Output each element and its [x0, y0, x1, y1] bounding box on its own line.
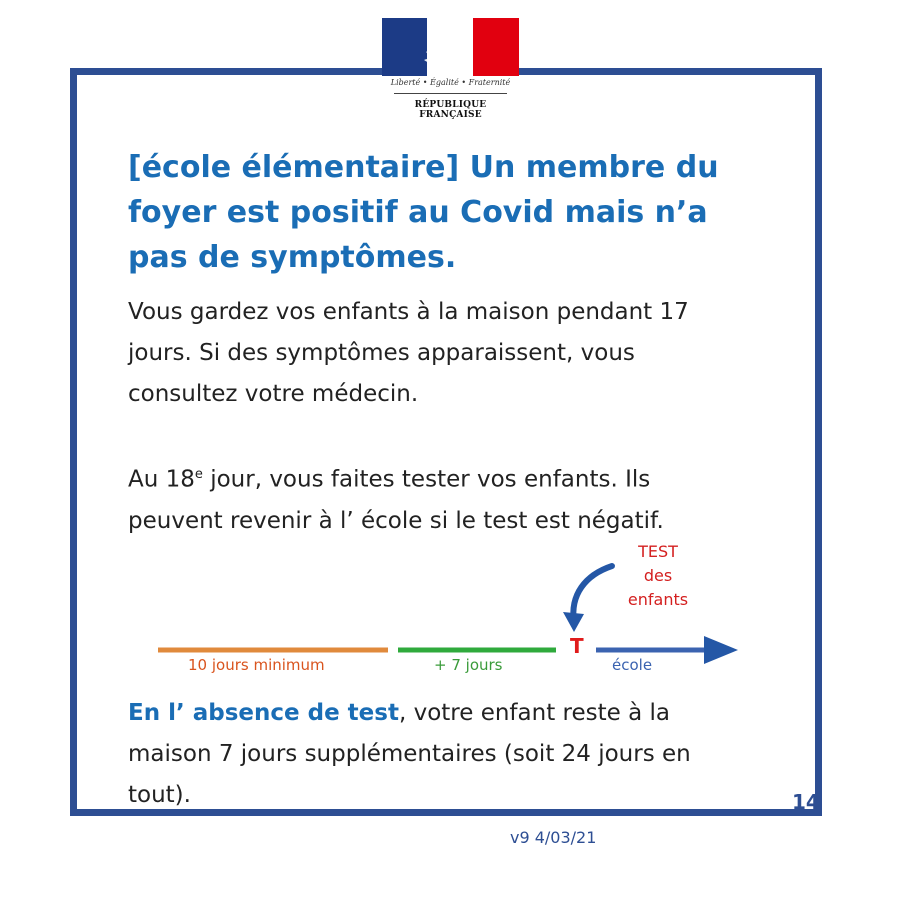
logo-motto: Liberté • Égalité • Fraternité: [390, 78, 511, 87]
test-label: TEST des enfants: [627, 542, 689, 609]
marianne-icon: [418, 22, 478, 76]
test-marker: T: [570, 634, 584, 658]
timeline-label-10-days: 10 jours minimum: [188, 656, 325, 674]
page-number: 14: [792, 790, 820, 814]
paragraph-isolation: Vous gardez vos enfants à la maison pendant 17 jours. Si des symptômes apparaissent, vous consultez votre médecin.: [128, 299, 689, 407]
paragraph-no-test: En l’ absence de test, votre enfant reste à la maison 7 jours supplémentaires (soit 24 jours en tout).: [128, 700, 691, 808]
version-label: v9 4/03/21: [510, 828, 597, 847]
logo-republic-name: RÉPUBLIQUE FRANÇAISE: [414, 100, 487, 120]
timeline-label-ecole: école: [612, 656, 653, 674]
page-title: [école élémentaire] Un membre du foyer est positif au Covid mais n’a pas de symptômes.: [128, 150, 719, 275]
timeline-label-7-days: + 7 jours: [434, 656, 503, 674]
paragraph-test: Au 18e jour, vous faites tester vos enfants. Ils peuvent revenir à l’ école si le test est négatif.: [128, 466, 664, 534]
republique-francaise-logo: [382, 18, 519, 120]
